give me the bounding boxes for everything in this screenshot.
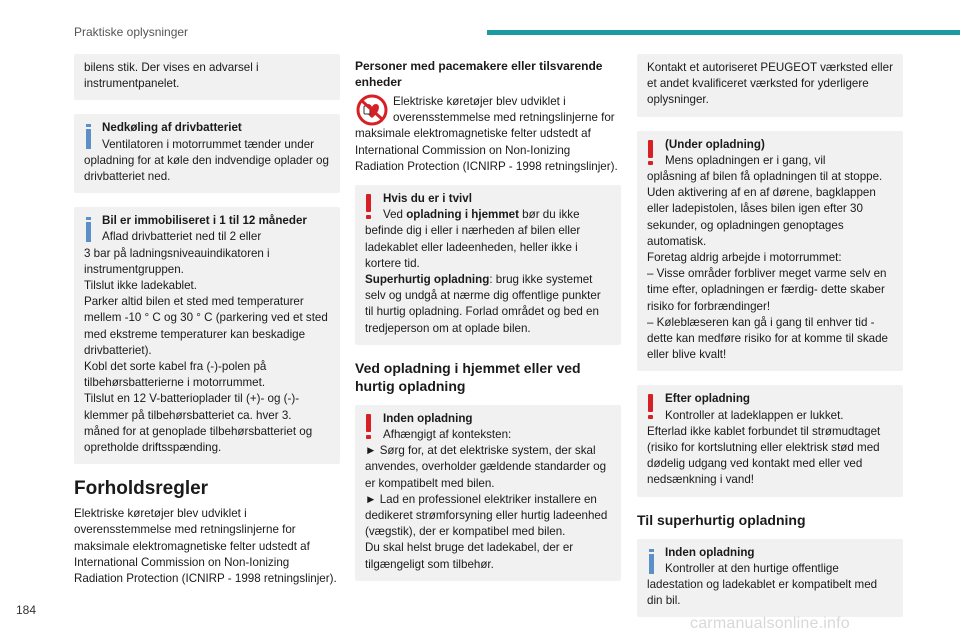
box-first-line: Kontroller at den hurtige offentlige (665, 561, 839, 575)
box-line: Tilslut en 12 V-batterioplader til (+)- og (-)-klemmer på tilbehørsbatteriet ca. hver 3. måned for at genoplade tilbehørsbatteriet og opretholde driftsspænding. (84, 392, 313, 455)
no-pacemaker-icon (355, 94, 389, 126)
note-text: bilens stik. Der vises en advarsel i instrumentpanelet. (84, 61, 259, 91)
note-box-warning-continued (74, 54, 340, 100)
box-first-line: Kontroller at ladeklappen er lukket. (665, 408, 844, 422)
info-box-immobilised (74, 207, 340, 464)
box-line: – Køleblæseren kan gå i gang til enhver tid - dette kan medføre risiko for at komme til skade eller blive kvalt! (647, 315, 888, 362)
box-title: (Under opladning) (665, 137, 765, 151)
subheading-pacemaker: Personer med pacemakere eller tilsvarende enheder (355, 59, 603, 89)
box-line: ► Lad en professionel elektriker installere en dedikeret strømforsyning eller hurtig ladeenhed (vægstik), der er kompatibel med bilen. (365, 492, 608, 539)
box-body: Superhurtig opladning: brug ikke systemet selv og undgå at nærme dig offentlige punkter til hurtig opladning. Forlad området og bed en tredjeperson om at oplade bilen. (365, 273, 601, 335)
column-1 (74, 54, 340, 587)
column-2 (355, 54, 621, 595)
info-icon (649, 549, 654, 575)
warning-box-before-charging (355, 405, 621, 581)
warning-icon (366, 414, 372, 440)
note-box-contact (637, 54, 903, 117)
section-heading-precautions: Forholdsregler (74, 478, 209, 500)
box-first-line: Mens opladningen er i gang, vil (665, 153, 826, 167)
box-title: Efter opladning (665, 392, 751, 406)
column-3 (637, 54, 903, 631)
box-line: Tilslut ikke ladekablet. (84, 279, 197, 293)
box-body: ladestation og ladekablet er kompatibelt med din bil. (647, 578, 878, 608)
warning-icon (366, 194, 372, 220)
pacemaker-text: Elektriske køretøjer blev udviklet i overensstemmelse med retningslinjerne for maksimale elektromagnetiske felter udstedt af International Commission on Non-Ionizing Radiation Protection (ICNIRP - 1998 retningslinjer). (355, 95, 618, 173)
box-first-line: Afhængigt af konteksten: (383, 428, 512, 442)
box-title: Hvis du er i tvivl (383, 192, 472, 206)
section-heading-home-charging: Ved opladning i hjemmet eller ved hurtig opladning (355, 359, 581, 394)
warning-box-in-doubt (355, 185, 621, 345)
box-line: 3 bar på ladningsniveauindikatoren i instrumentgruppen. (84, 246, 270, 276)
warning-box-during-charging (637, 131, 903, 372)
note-text: Kontakt et autoriseret PEUGEOT værksted eller et andet kvalificeret værksted for yderligere oplysninger. (647, 61, 893, 107)
warning-box-after-charging (637, 385, 903, 496)
watermark-url: carmanualsonline.info (690, 615, 850, 632)
box-line: – Visse områder forbliver meget varme selv en time efter, opladningen er færdig- dette skaber risiko for forbrændinger! (647, 267, 887, 313)
box-line: Du skal helst bruge det ladekabel, der er tilgængeligt som tilbehør. (365, 541, 574, 571)
box-title: Nedkøling af drivbatteriet (102, 121, 242, 135)
box-line: Parker altid bilen et sted med temperaturer mellem -10 ° C og 30 ° C (parkering ved et sted med ekstreme temperaturer kan beskadige drivbatteriet). (84, 295, 328, 357)
pacemaker-paragraph (355, 94, 621, 175)
box-first-line: Ved opladning i hjemmet bør du ikke (383, 208, 580, 222)
box-line: ► Sørg for, at det elektriske system, der skal anvendes, overholder gældende standarder og er kompatibelt med bilen. (365, 444, 607, 490)
info-box-battery-cooling (74, 114, 340, 193)
box-line: Kobl det sorte kabel fra (-)-polen på tilbehørsbatterierne i motorrummet. (84, 360, 267, 390)
page-number: 184 (16, 603, 37, 617)
warning-icon (648, 140, 654, 166)
info-box-before-superfast (637, 539, 903, 618)
box-title: Inden opladning (383, 411, 473, 425)
warning-icon (648, 394, 654, 420)
box-title: Bil er immobiliseret i 1 til 12 måneder (102, 214, 307, 228)
box-line: Foretag aldrig arbejde i motorrummet: (647, 251, 842, 265)
box-title: Inden opladning (665, 545, 755, 559)
box-body: Efterlad ikke kablet forbundet til strømudtaget (risiko for kortslutning eller elektrisk stød med dødelig udgang ved kontakt med eller ved nedsænkning i vand! (647, 424, 881, 487)
box-first-line: Ventilatoren i motorrummet tænder under (102, 137, 315, 151)
box-body: befinde dig i eller i nærheden af bilen eller ladekablet eller ladeenheden, heller ikke i kortere tid. (365, 224, 581, 270)
box-line: oplåsning af bilen få opladningen til at stoppe. Uden aktivering af en af dørene, bagklappen eller ladepistolen, låses bilen igen efter 30 sekunder, og opladningen genoptages automatisk. (647, 170, 883, 248)
box-body: opladning for at køle den indvendige oplader og drivbatteriet ned. (84, 153, 329, 184)
info-icon (86, 124, 91, 150)
paragraph: Elektriske køretøjer blev udviklet i overensstemmelse med retningslinjerne for maksimale elektromagnetiske felter udstedt af International Commission on Non-Ionizing Radiation Protection (ICNIRP - 1998 retningslinjer). (74, 507, 337, 586)
box-first-line: Aflad drivbatteriet ned til 2 eller (102, 230, 262, 244)
running-header: Praktiske oplysninger (74, 25, 189, 39)
info-icon (86, 217, 91, 243)
header-accent-bar (487, 30, 960, 35)
section-heading-superfast-charging: Til superhurtig opladning (637, 511, 806, 528)
